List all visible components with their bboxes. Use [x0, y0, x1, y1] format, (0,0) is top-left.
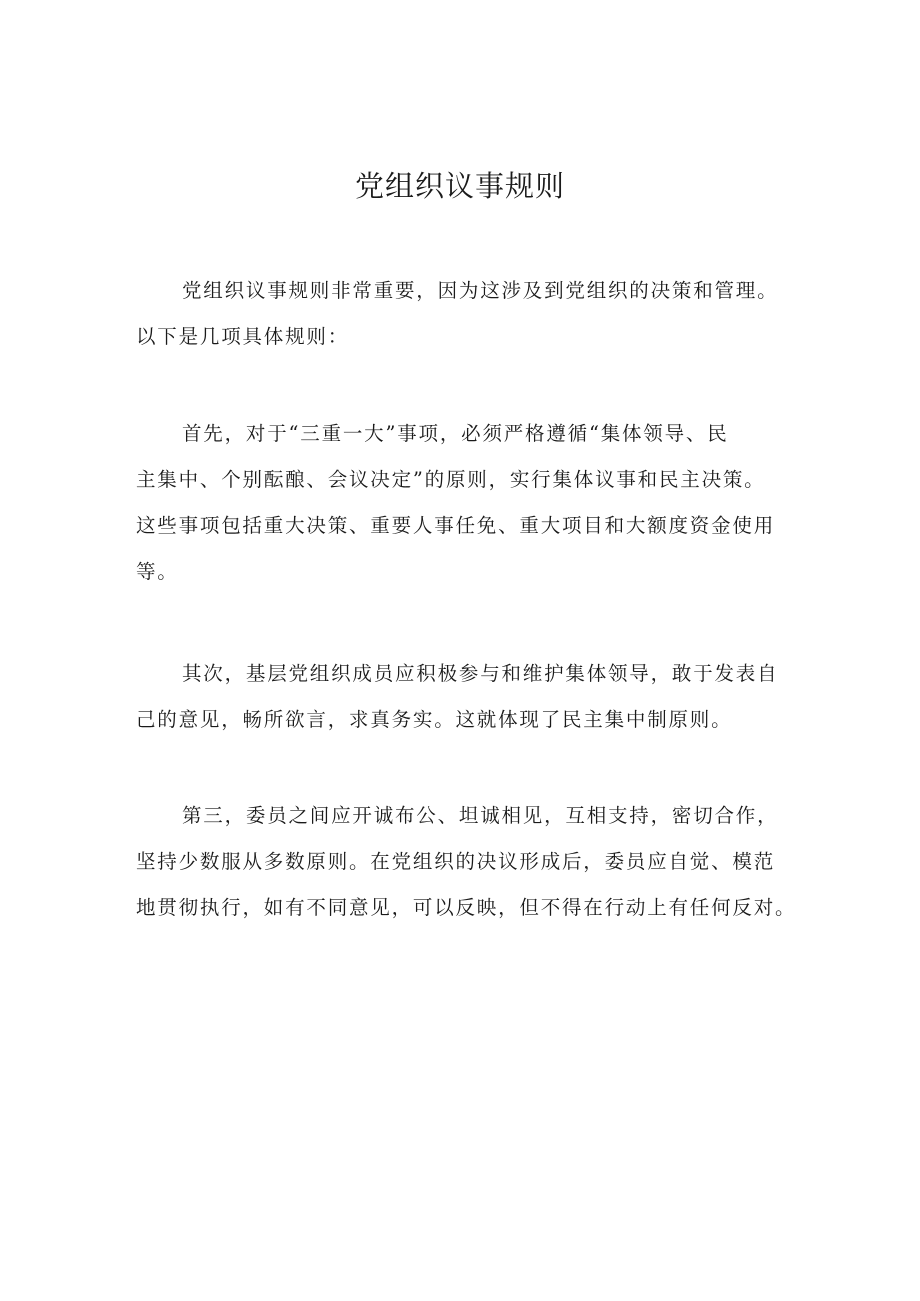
paragraph-line: 第三，委员之间应开诚布公、坦诚相见，互相支持，密切合作， [182, 804, 779, 827]
paragraph-line: 等。 [136, 560, 179, 583]
paragraph-line: 地贯彻执行，如有不同意见，可以反映，但不得在行动上有任何反对。 [136, 896, 797, 919]
paragraph-line: 以下是几项具体规则： [136, 325, 350, 348]
paragraph-first-rule [136, 411, 806, 595]
document-title: 党组织议事规则 [354, 169, 565, 203]
paragraph-line: 主集中、个别酝酿、会议决定”的原则，实行集体议事和民主决策。 [136, 468, 766, 491]
paragraph-intro [136, 268, 806, 360]
paragraph-line: 己的意见，畅所欲言，求真务实。这就体现了民主集中制原则。 [136, 708, 733, 731]
paragraph-line: 首先，对于“三重一大”事项，必须严格遵循“集体领导、民 [182, 422, 729, 445]
paragraph-line: 坚持少数服从多数原则。在党组织的决议形成后，委员应自觉、模范 [136, 850, 776, 873]
paragraph-third-rule [136, 793, 806, 931]
paragraph-line: 其次，基层党组织成员应积极参与和维护集体领导，敢于发表自 [182, 662, 779, 685]
paragraph-second-rule [136, 651, 806, 743]
paragraph-line: 这些事项包括重大决策、重要人事任免、重大项目和大额度资金使用 [136, 514, 776, 537]
paragraph-line: 党组织议事规则非常重要，因为这涉及到党组织的决策和管理。 [182, 279, 779, 302]
